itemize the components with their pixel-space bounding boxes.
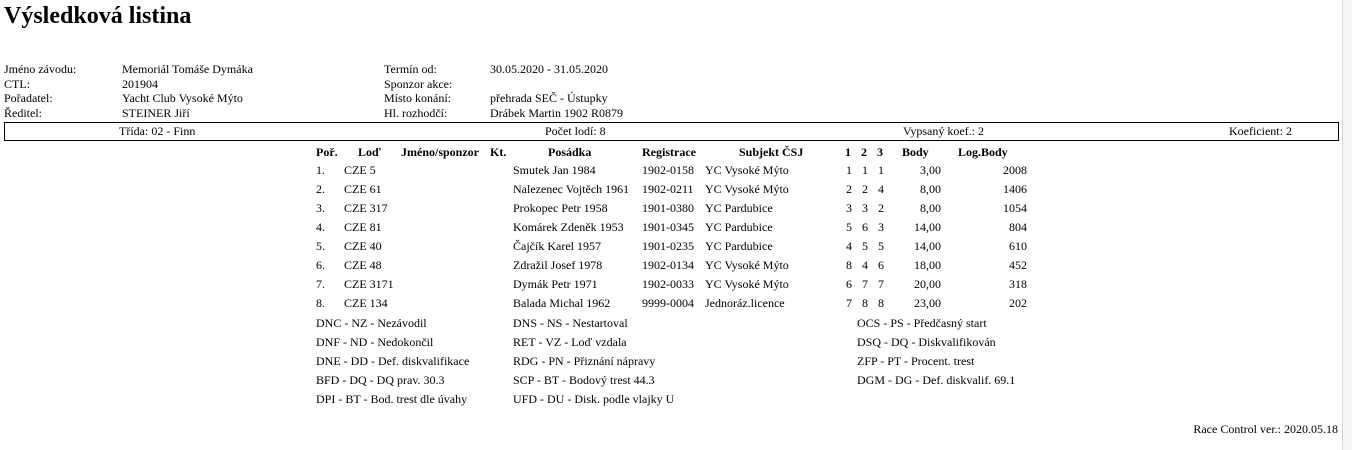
cell-points: 23,00: [914, 296, 941, 310]
legend-item: DNF - ND - Nedokončil: [316, 335, 434, 349]
col-header-lod: Loď: [358, 145, 381, 159]
info-label: Místo konání:: [384, 91, 452, 105]
info-label: Hl. rozhodčí:: [384, 105, 448, 120]
cell-race-1: 3: [846, 201, 852, 215]
legend-item: BFD - DQ - DQ prav. 30.3: [316, 373, 445, 387]
cell-points: 18,00: [914, 258, 941, 272]
cell-boat: CZE 5: [344, 163, 376, 177]
cell-position: 6.: [316, 258, 325, 272]
table-row: [0, 258, 1352, 277]
info-label: Sponzor akce:: [384, 76, 453, 91]
col-header-jmeno: Jméno/sponzor: [401, 145, 479, 159]
cell-registration: 1902-0211: [642, 182, 694, 196]
cell-position: 3.: [316, 201, 325, 215]
legend-item: DPI - BT - Bod. trest dle úvahy: [316, 392, 468, 406]
coefficient: Koeficient: 2: [1229, 124, 1292, 138]
info-value: Drábek Martin 1902 R0879: [490, 105, 623, 120]
col-header-race-3: 3: [877, 145, 883, 159]
cell-club: YC Pardubice: [705, 220, 773, 234]
cell-points: 14,00: [914, 220, 941, 234]
cell-position: 1.: [316, 163, 325, 177]
cell-race-3: 2: [878, 201, 884, 215]
legend-item: RET - VZ - Loď vzdala: [513, 335, 627, 349]
cell-club: YC Pardubice: [705, 239, 773, 253]
cell-crew: Nalezenec Vojtěch 1961: [513, 182, 630, 196]
class-name: Třída: 02 - Finn: [119, 124, 196, 138]
col-header-body: Body: [902, 145, 929, 159]
cell-position: 4.: [316, 220, 325, 234]
cell-crew: Komárek Zdeněk 1953: [513, 220, 624, 234]
boat-count: Počet lodí: 8: [545, 124, 606, 138]
cell-race-2: 1: [862, 163, 868, 177]
cell-race-3: 3: [878, 220, 884, 234]
cell-log-points: 804: [1009, 220, 1027, 234]
cell-race-1: 4: [846, 239, 852, 253]
cell-race-2: 4: [862, 258, 868, 272]
legend-item: DGM - DG - Def. diskvalif. 69.1: [857, 373, 1016, 387]
cell-registration: 1901-0380: [642, 201, 694, 215]
cell-points: 14,00: [914, 239, 941, 253]
page-title: Výsledková listina: [4, 3, 192, 29]
cell-crew: Dymák Petr 1971: [513, 277, 598, 291]
cell-crew: Prokopec Petr 1958: [513, 201, 608, 215]
cell-race-3: 1: [878, 163, 884, 177]
legend-item: DNS - NS - Nestartoval: [513, 316, 628, 330]
cell-race-2: 8: [862, 296, 868, 310]
info-label: Ředitel:: [4, 105, 42, 120]
cell-club: Jednoráz.licence: [705, 296, 785, 310]
cell-club: YC Vysoké Mýto: [705, 182, 789, 196]
cell-race-1: 8: [846, 258, 852, 272]
info-label: Jméno závodu:: [4, 62, 77, 76]
cell-race-2: 7: [862, 277, 868, 291]
cell-log-points: 318: [1009, 277, 1027, 291]
cell-race-1: 5: [846, 220, 852, 234]
cell-position: 7.: [316, 277, 325, 291]
cell-club: YC Pardubice: [705, 201, 773, 215]
cell-boat: CZE 134: [344, 296, 388, 310]
cell-boat: CZE 48: [344, 258, 382, 272]
cell-race-1: 2: [846, 182, 852, 196]
legend-item: DNE - DD - Def. diskvalifikace: [316, 354, 470, 368]
table-row: [0, 201, 1352, 220]
cell-race-3: 7: [878, 277, 884, 291]
info-value: STEINER Jiří: [122, 105, 190, 120]
cell-log-points: 1406: [1003, 182, 1027, 196]
col-header-por: Poř.: [316, 145, 338, 159]
col-header-kt: Kt.: [490, 145, 507, 159]
cell-registration: 1901-0345: [642, 220, 694, 234]
cell-race-1: 1: [846, 163, 852, 177]
event-info-left: [4, 62, 384, 122]
info-value: přehrada SEČ - Ústupky: [490, 91, 608, 105]
legend-item: DSQ - DQ - Diskvalifikován: [857, 335, 996, 349]
cell-boat: CZE 61: [344, 182, 382, 196]
info-value: 201904: [122, 76, 158, 91]
cell-race-3: 8: [878, 296, 884, 310]
cell-points: 8,00: [920, 201, 941, 215]
cell-registration: 1902-0158: [642, 163, 694, 177]
cell-points: 8,00: [920, 182, 941, 196]
col-header-logbody: Log.Body: [958, 145, 1008, 159]
cell-boat: CZE 317: [344, 201, 388, 215]
cell-race-3: 5: [878, 239, 884, 253]
cell-position: 5.: [316, 239, 325, 253]
cell-points: 3,00: [920, 163, 941, 177]
cell-registration: 1902-0134: [642, 258, 694, 272]
cell-club: YC Vysoké Mýto: [705, 258, 789, 272]
cell-race-2: 6: [862, 220, 868, 234]
cell-points: 20,00: [914, 277, 941, 291]
cell-crew: Balada Michal 1962: [513, 296, 611, 310]
table-row: [0, 163, 1352, 182]
legend-item: RDG - PN - Přiznání nápravy: [513, 354, 656, 368]
info-value: 30.05.2020 - 31.05.2020: [490, 62, 608, 76]
version-footer: Race Control ver.: 2020.05.18: [1193, 422, 1338, 436]
col-header-posadka: Posádka: [548, 145, 592, 159]
info-label: Termín od:: [384, 62, 437, 76]
table-row: [0, 220, 1352, 239]
cell-club: YC Vysoké Mýto: [705, 163, 789, 177]
cell-registration: 1901-0235: [642, 239, 694, 253]
col-header-race-1: 1: [845, 145, 851, 159]
table-row: [0, 182, 1352, 201]
col-header-race-2: 2: [861, 145, 867, 159]
cell-race-3: 4: [878, 182, 884, 196]
table-row: [0, 296, 1352, 315]
cell-log-points: 452: [1009, 258, 1027, 272]
cell-registration: 9999-0004: [642, 296, 694, 310]
cell-race-1: 7: [846, 296, 852, 310]
table-row: [0, 277, 1352, 296]
cell-race-2: 5: [862, 239, 868, 253]
cell-race-1: 6: [846, 277, 852, 291]
legend-item: OCS - PS - Předčasný start: [857, 316, 987, 330]
legend-item: DNC - NZ - Nezávodil: [316, 316, 427, 330]
listed-coefficient: Vypsaný koef.: 2: [903, 124, 984, 138]
cell-position: 8.: [316, 296, 325, 310]
table-row: [0, 239, 1352, 258]
cell-crew: Smutek Jan 1984: [513, 163, 596, 177]
info-label: Pořadatel:: [4, 91, 53, 105]
cell-boat: CZE 81: [344, 220, 382, 234]
cell-club: YC Vysoké Mýto: [705, 277, 789, 291]
legend-item: SCP - BT - Bodový trest 44.3: [513, 373, 655, 387]
cell-crew: Zdražil Josef 1978: [513, 258, 603, 272]
cell-crew: Čajčík Karel 1957: [513, 239, 601, 253]
cell-race-2: 3: [862, 201, 868, 215]
info-value: Memoriál Tomáše Dymáka: [122, 62, 253, 76]
col-header-subjekt: Subjekt ČSJ: [739, 145, 804, 159]
class-info-box: [4, 122, 1339, 141]
event-info-right: [384, 62, 784, 122]
legend-item: ZFP - PT - Procent. trest: [857, 354, 975, 368]
cell-log-points: 1054: [1003, 201, 1027, 215]
cell-position: 2.: [316, 182, 325, 196]
cell-log-points: 610: [1009, 239, 1027, 253]
cell-boat: CZE 3171: [344, 277, 394, 291]
cell-boat: CZE 40: [344, 239, 382, 253]
info-label: CTL:: [4, 76, 30, 91]
cell-log-points: 202: [1009, 296, 1027, 310]
info-value: Yacht Club Vysoké Mýto: [122, 91, 243, 105]
col-header-registrace: Registrace: [642, 145, 696, 159]
cell-race-2: 2: [862, 182, 868, 196]
legend-item: UFD - DU - Disk. podle vlajky U: [513, 392, 675, 406]
cell-registration: 1902-0033: [642, 277, 694, 291]
cell-race-3: 6: [878, 258, 884, 272]
cell-log-points: 2008: [1003, 163, 1027, 177]
